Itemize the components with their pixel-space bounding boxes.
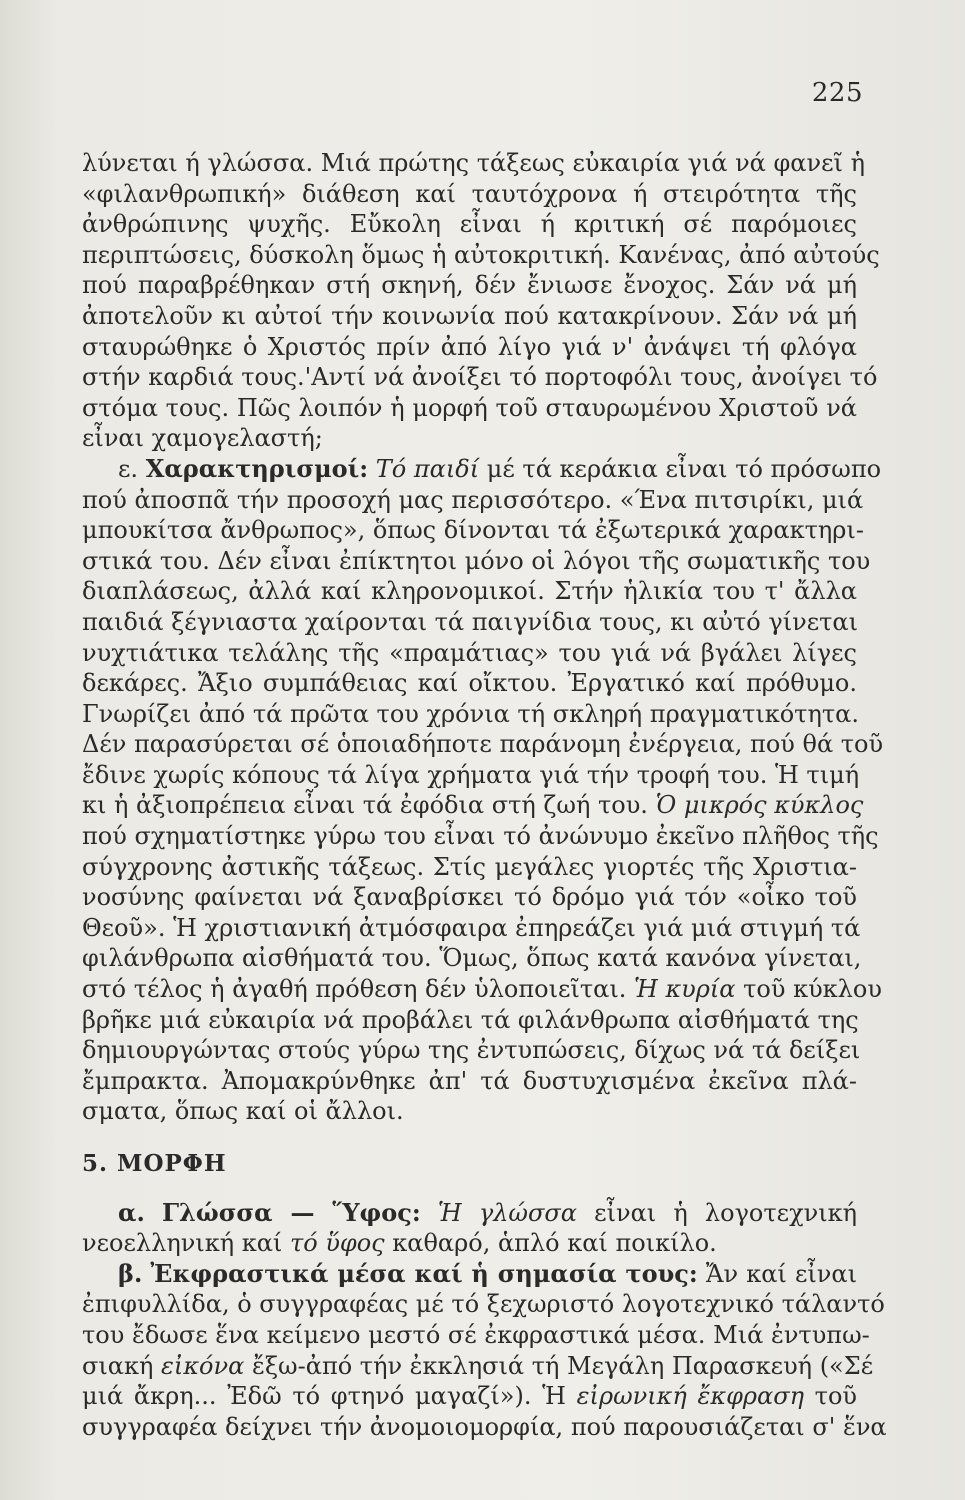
text-line (82, 1198, 857, 1229)
text-line: ἀποτελοῦν κι αὐτοί τήν κοινωνία πού κατακρίνουν. Σάν νά μή (82, 301, 857, 330)
text-line: βρῆκε μιά εὐκαιρία νά προβάλει τά φιλάνθρωπα αἰσθήματά της (82, 1005, 859, 1034)
text-line: πού σχηματίστηκε γύρω του εἶναι τό ἀνώνυμο ἐκεῖνο πλῆθος τῆς (82, 822, 879, 851)
text-line: στικά του. Δέν εἶναι ἐπίκτητοι μόνο οἱ λόγοι τῆς σωματικῆς του (82, 546, 871, 575)
text-line: περιπτώσεις, δύσκολη ὅμως ἡ αὐτοκριτική. Κανένας, ἀπό αὐτούς (82, 240, 880, 269)
subsection-expressive-means (82, 1258, 887, 1443)
text-span: εἶναι ἡ λογοτεχνική (594, 1198, 857, 1227)
text-line (82, 453, 882, 485)
section-marker: ε. (118, 454, 139, 483)
text-span: καθαρό, ἁπλό καί ποικίλο. (392, 1229, 717, 1258)
paragraph-intro (82, 148, 880, 454)
text-span: μιά ἄκρη... Ἐδῶ τό φτηνό μαγαζί»). Ἡ (82, 1382, 566, 1411)
italic-term: Τό παιδί (375, 454, 480, 483)
text-line: σύγχρονης ἀστικῆς τάξεως. Στίς μεγάλες γιορτές τῆς Χριστια- (82, 852, 857, 881)
text-line: του ἔδωσε ἕνα κείμενο μεστό σέ ἐκφραστικά μέσα. Μιά ἐντυπω- (82, 1320, 870, 1349)
italic-term: Ὁ μικρός κύκλος (655, 791, 864, 820)
text-line: «φιλανθρωπική» διάθεση καί ταυτόχρονα ή στειρότητα τῆς (82, 179, 857, 208)
text-line: νοσύνης φαίνεται νά ξαναβρίσκει τό δρόμο γιά τόν «οἶκο τοῦ (82, 883, 857, 912)
section-marker: α. (118, 1197, 145, 1227)
text-line: ἀνθρώπινης ψυχῆς. Εὔκολη εἶναι ή κριτική σέ παρόμοιες (82, 210, 857, 239)
text-line: εἶναι χαμογελαστή; (82, 424, 323, 453)
text-span: στό τέλος ἡ ἀγαθή πρόθεση δέν ὑλοποιεῖται. (82, 975, 627, 1004)
italic-term: εἰκόνα (161, 1351, 245, 1380)
text-line: φιλάνθρωπα αἰσθήματά του. Ὅμως, ὅπως κατά κανόνα γίνεται, (82, 944, 862, 973)
text-line (82, 1259, 857, 1290)
italic-term: τό ὕφος (289, 1229, 385, 1258)
italic-term: εἰρωνική ἔκφραση (576, 1382, 804, 1411)
text-span: κι ἡ ἀξιοπρέπεια εἶναι τά ἐφόδια στή ζωή του. (82, 791, 648, 820)
text-line: σταυρώθηκε ὁ Χριστός πρίν ἀπό λίγο γιά ν' ἀνάψει τή φλόγα (82, 332, 857, 361)
text-span: τοῦ (814, 1382, 857, 1411)
text-line (82, 1228, 857, 1259)
text-line: Γνωρίζει ἀπό τά πρῶτα του χρόνια τή σκληρή πραγματικότητα. (82, 699, 859, 728)
text-line: δημιουργώντας στούς γύρω της ἐντυπώσεις, δίχως νά τά δείξει (82, 1036, 861, 1065)
body-text (82, 148, 887, 1442)
text-line: πού ἀποσπᾶ τήν προσοχή μας περισσότερο. «Ένα πιτσιρίκι, μιά (82, 485, 864, 514)
section-label: Ἐκφραστικά μέσα καί ἡ σημασία τους: (150, 1258, 698, 1288)
subsection-language-style (82, 1198, 857, 1259)
text-line: ἔμπρακτα. Ἀπομακρύνθηκε ἀπ' τά δυστυχισμένα ἐκεῖνα πλά- (82, 1066, 857, 1095)
text-line: παιδιά ξέγνιαστα χαίρονται τά παιγνίδια τους, κι αὐτό γίνεται (82, 607, 859, 636)
text-line (82, 790, 864, 821)
text-span: Ἄν καί εἶναι (705, 1259, 857, 1288)
text-line: λύνεται ή γλώσσα. Μιά πρώτης τάξεως εὐκαιρία γιά νά φανεῖ ἡ (82, 149, 865, 177)
text-line: διαπλάσεως, ἀλλά καί κληρονομικοί. Στήν ἡλικία του τ' ἄλλα (82, 577, 857, 606)
text-line: Θεοῦ». Ἡ χριστιανική ἀτμόσφαιρα ἐπηρεάζει γιά μιά στιγμή τά (82, 913, 861, 942)
section-heading: 5. ΜΟΡΦΗ (82, 1150, 227, 1177)
text-line: στόμα τους. Πῶς λοιπόν ἡ μορφή τοῦ σταυρωμένου Χριστοῦ νά (82, 393, 857, 422)
text-span: νεοελληνική καί (82, 1229, 283, 1258)
text-span: σιακή (82, 1351, 154, 1380)
text-line: ἔδινε χωρίς κόπους τά λίγα χρήματα γιά τήν τροφή του. Ἡ τιμή (82, 760, 860, 789)
text-line: μπουκίτσα ἄνθρωπος», ὅπως δίνονται τά ἐξωτερικά χαρακτηρι- (82, 516, 864, 545)
text-line: νυχτιάτικα τελάλης τῆς «πραμάτιας» του γιά νά βγάλει λίγες (82, 638, 857, 667)
section-label: Γλώσσα — Ὕφος: (162, 1197, 421, 1227)
text-span: τοῦ κύκλου (743, 975, 882, 1004)
text-span: μέ τά κεράκια εἶναι τό πρόσωπο (486, 454, 882, 483)
text-line: δεκάρες. Ἄξιο συμπάθειας καί οἴκτου. Ἐργατικό καί πρόθυμο. (82, 669, 857, 698)
text-line: σματα, ὅπως καί οἱ ἄλλοι. (82, 1097, 404, 1126)
section-label: Χαρακτηρισμοί: (145, 453, 369, 483)
text-line: πού παραβρέθηκαν στή σκηνή, δέν ἔνιωσε ἔνοχος. Σάν νά μή (82, 271, 857, 300)
italic-term: Ἡ κυρία (634, 975, 736, 1004)
text-line (82, 1381, 857, 1412)
text-line (82, 974, 882, 1005)
text-line: ἐπιφυλλίδα, ὁ συγγραφέας μέ τό ξεχωριστό λογοτεχνικό τάλαντό (82, 1290, 885, 1319)
page-number: 225 (811, 78, 863, 108)
section-marker: β. (118, 1258, 143, 1288)
text-line: Δέν παρασύρεται σέ ὁποιαδήποτε παράνομη ἐνέργεια, πού θά τοῦ (82, 730, 884, 759)
text-line (82, 1351, 874, 1382)
text-line: συγγραφέα δείχνει τήν ἀνομοιομορφία, πού παρουσιάζεται σ' ἕνα (82, 1412, 887, 1441)
text-line: στήν καρδιά τους.'Αντί νά ἀνοίξει τό πορτοφόλι τους, ἀνοίγει τό (82, 363, 878, 392)
text-span: ἔξω-ἀπό τήν ἐκκλησιά τή Μεγάλη Παρασκευή («Σέ (251, 1351, 874, 1380)
paragraph-characterizations (82, 453, 884, 1127)
italic-term: Ἡ γλώσσα (437, 1198, 577, 1227)
